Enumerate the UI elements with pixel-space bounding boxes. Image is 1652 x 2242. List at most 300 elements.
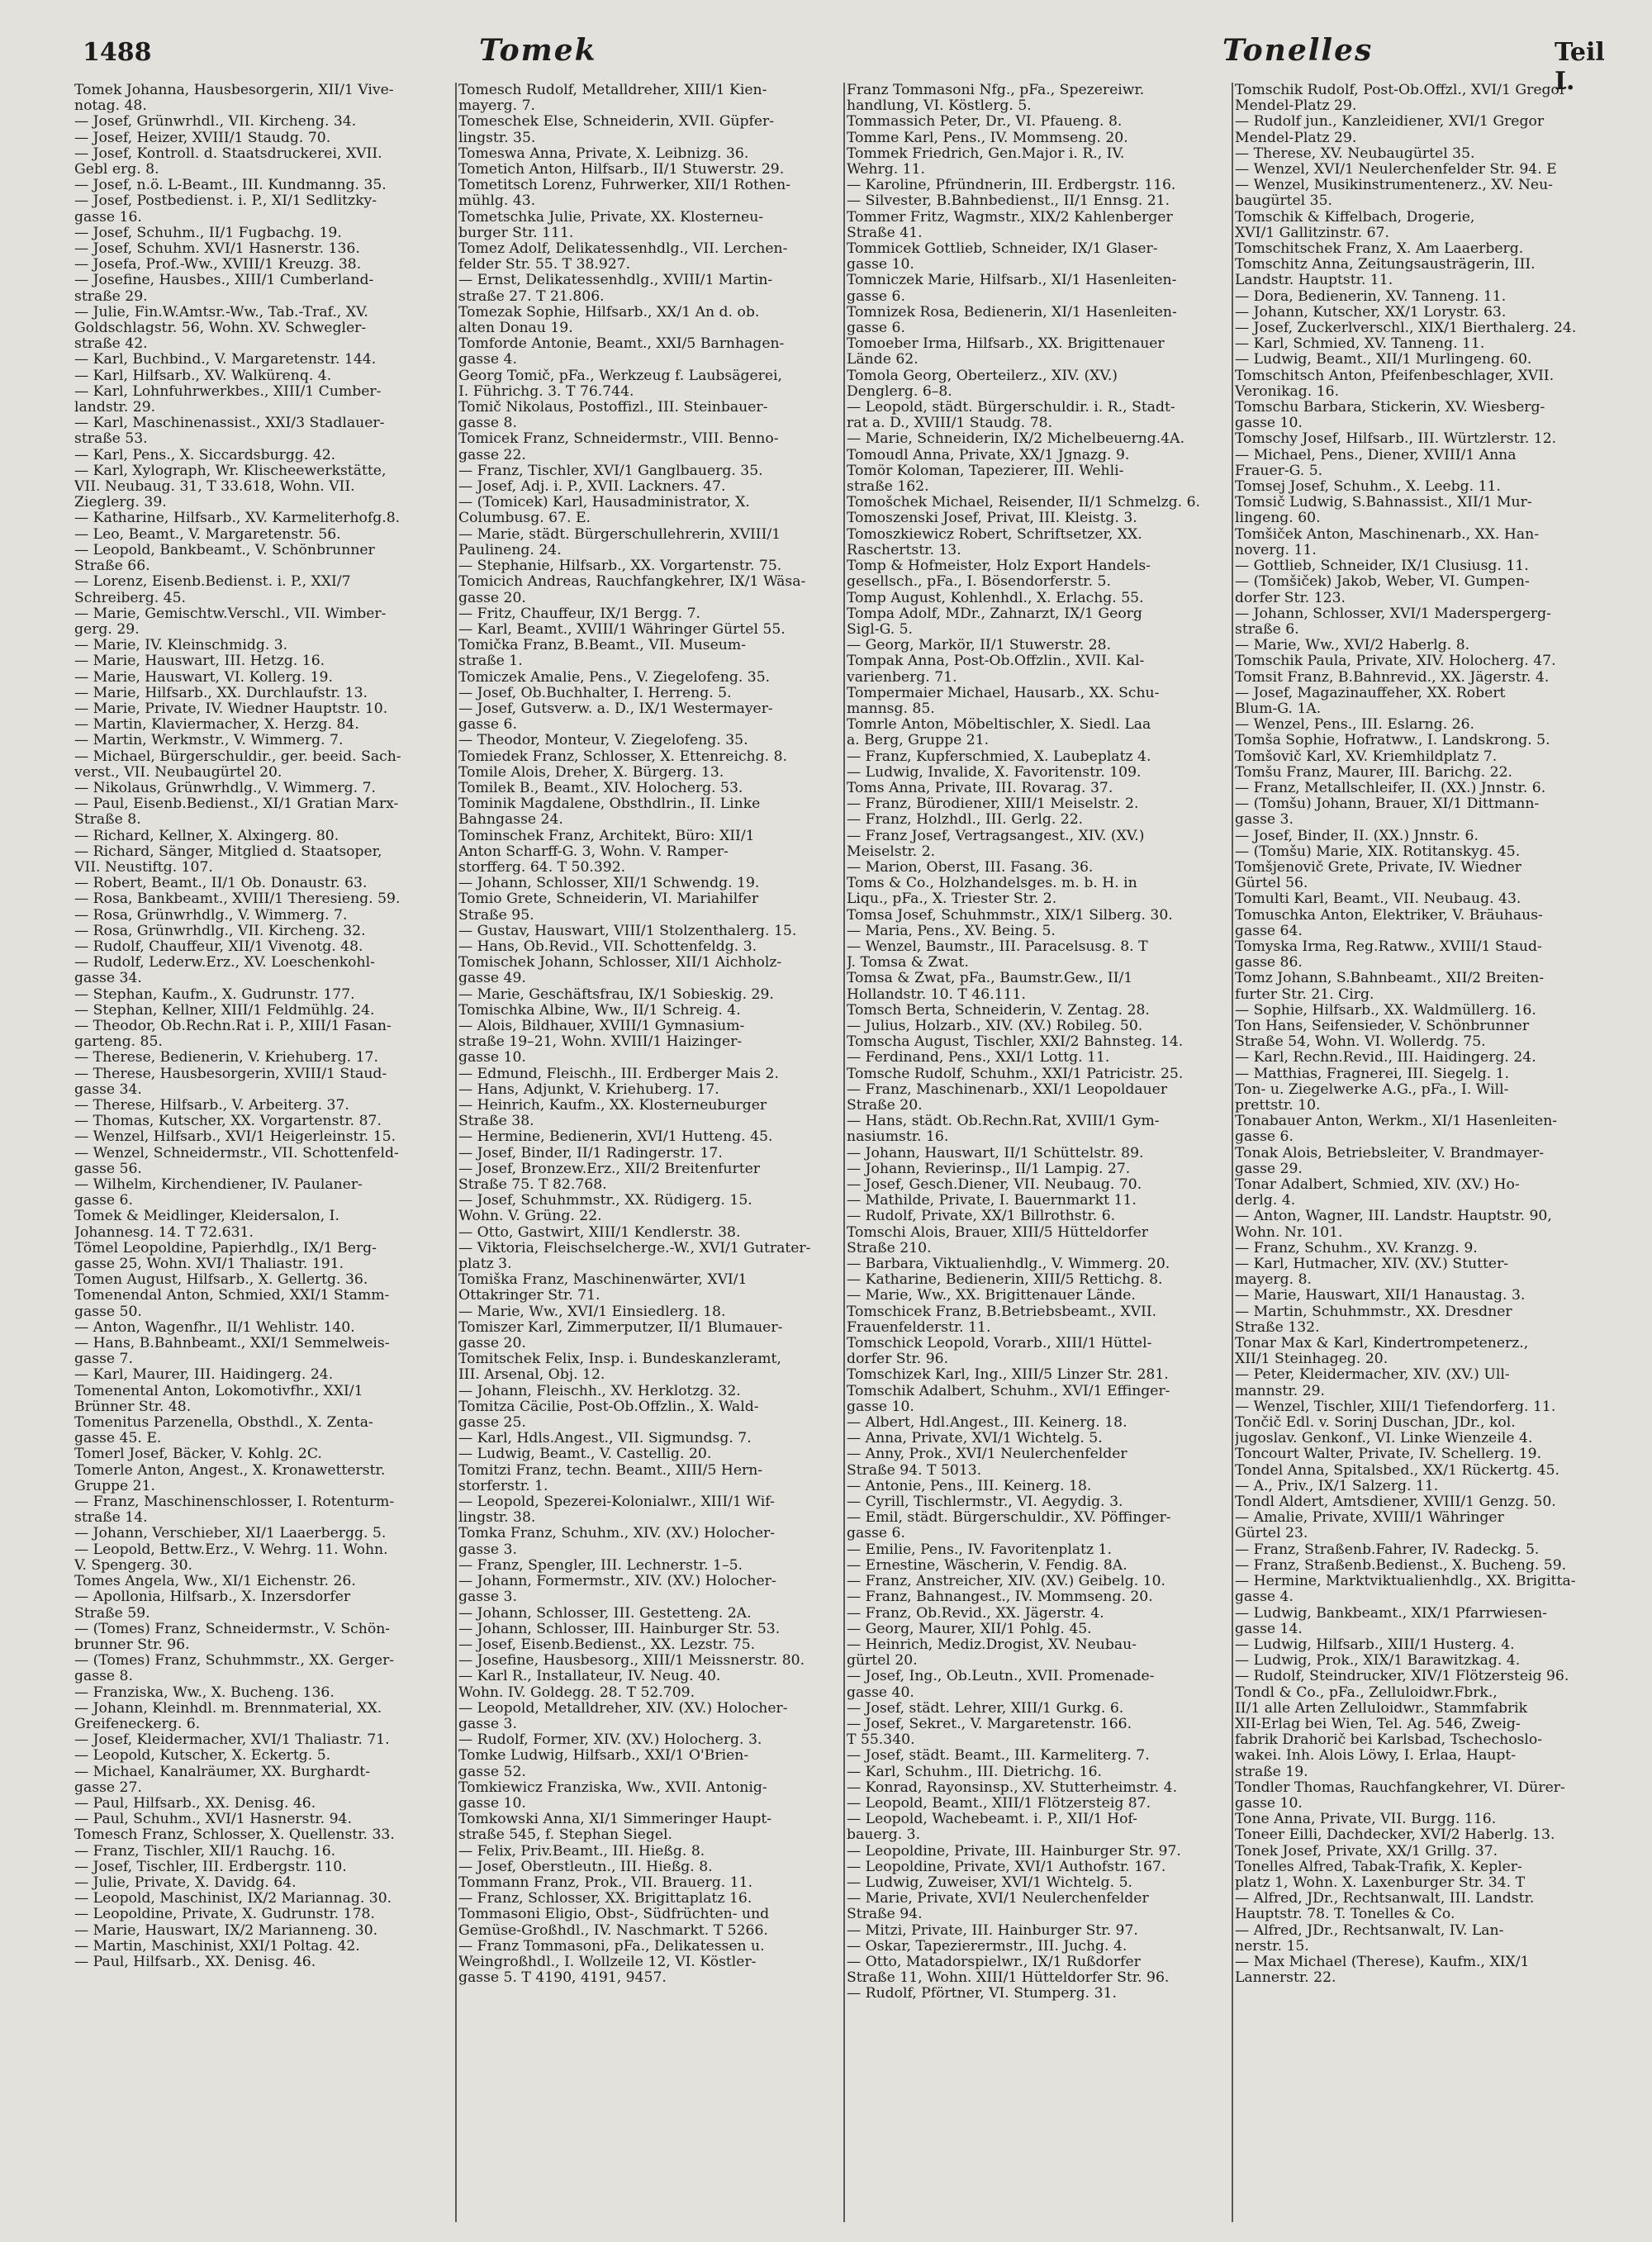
directory-entry-line: Toneer Eilli, Dachdecker, XVI/2 Haberlg. 13. (1235, 1827, 1555, 1844)
directory-entry-line: — Wenzel, Musikinstrumentenerz., XV. Neu- (1235, 178, 1553, 194)
directory-entry-line: — Karl, Xylograph, Wr. Klischeewerkstätte, (74, 463, 387, 479)
directory-entry-line: — Leopold, Beamt., XIII/1 Flötzersteig 87. (847, 1795, 1151, 1812)
directory-entry-line: Tomschitschek Franz, X. Am Laaerberg. (1235, 241, 1524, 258)
directory-entry-line: — Karoline, Pfründnerin, III. Erdbergstr. 116. (847, 178, 1176, 194)
directory-entry-line: Tomile Alois, Dreher, X. Bürgerg. 13. (458, 764, 724, 781)
directory-entry-line: — Amalie, Private, XVIII/1 Währinger (1235, 1510, 1504, 1527)
directory-entry-line: gasse 86. (1235, 955, 1303, 971)
directory-entry-line: — Josef, Gutsverw. a. D., IX/1 Westermayer- (458, 701, 773, 717)
directory-entry-line: Tomilek B., Beamt., XIV. Holocherg. 53. (458, 780, 743, 796)
directory-entry-line: — (Tomes) Franz, Schuhmmstr., XX. Gerger- (74, 1653, 395, 1670)
directory-entry-line: Tonar Adalbert, Schmied, XIV. (XV.) Ho- (1235, 1177, 1520, 1194)
directory-column-3 (847, 83, 1222, 2222)
directory-entry-line: — Rudolf, Chauffeur, XII/1 Vivenotg. 48. (74, 938, 363, 955)
directory-columns (74, 83, 1627, 2222)
directory-entry-line: Anton Scharff-G. 3, Wohn. V. Ramper- (458, 843, 729, 860)
directory-entry-line: — Wilhelm, Kirchendiener, IV. Paulaner- (74, 1177, 363, 1194)
directory-entry-line: — Franz, Ob.Revid., XX. Jägerstr. 4. (847, 1605, 1104, 1622)
directory-entry-line: straße 14. (74, 1510, 148, 1527)
directory-entry-line: Tonelles Alfred, Tabak-Trafik, X. Kepler- (1235, 1859, 1522, 1875)
directory-entry-line: — Ludwig, Zuweiser, XVI/1 Wichtelg. 5. (847, 1874, 1132, 1891)
directory-entry-line: — A., Priv., IX/1 Salzerg. 11. (1235, 1478, 1439, 1494)
directory-entry-line: — Johann, Schlosser, XVI/1 Maderspergerg- (1235, 606, 1551, 622)
directory-entry-line: gasse 22. (458, 447, 526, 463)
directory-entry-line: — Josef, Zuckerlverschl., XIX/1 Bierthalerg. 24. (1235, 321, 1577, 337)
directory-entry-line: platz 3. (458, 1256, 512, 1273)
directory-entry-line: dorfer Str. 123. (1235, 590, 1346, 606)
directory-entry-line: Tomek Johanna, Hausbesorgerin, XII/1 Vive- (74, 83, 394, 98)
directory-entry-line: — Katharine, Bedienerin, XIII/5 Rettichg. 8. (847, 1272, 1163, 1289)
directory-entry-line: — Wenzel, Schneidermstr., VII. Schottenfeld- (74, 1145, 399, 1161)
directory-entry-line: Tommicek Gottlieb, Schneider, IX/1 Glaser- (847, 241, 1158, 258)
directory-entry-line: gasse 3. (458, 1716, 517, 1732)
directory-entry-line: — Hermine, Bedienerin, XVI/1 Hutteng. 45. (458, 1129, 773, 1146)
directory-entry-line: bauerg. 3. (847, 1827, 921, 1844)
directory-entry-line: Tomšjenovič Grete, Private, IV. Wiedner (1235, 859, 1521, 876)
directory-entry-line: Tomek & Meidlinger, Kleidersalon, I. (74, 1209, 339, 1225)
directory-entry-line: gasse 8. (74, 1669, 133, 1685)
part-label: Teil I. (1555, 38, 1605, 96)
directory-entry-line: — Josefine, Hausbes., XIII/1 Cumberland- (74, 273, 374, 289)
directory-entry-line: — Karl, Maschinenassist., XXI/3 Stadlauer- (74, 416, 385, 432)
directory-entry-line: lingstr. 35. (458, 130, 536, 146)
directory-entry-line: — Franziska, Ww., X. Bucheng. 136. (74, 1684, 335, 1701)
directory-entry-line: — Julius, Holzarb., XIV. (XV.) Robileg. 50. (847, 1018, 1143, 1034)
directory-entry-line: Straße 132. (1235, 1319, 1320, 1336)
directory-entry-line: gasse 16. (74, 209, 142, 226)
directory-entry-line: prettstr. 10. (1235, 1098, 1321, 1114)
directory-entry-line: straße 53. (74, 431, 148, 448)
directory-entry-line: Tomicich Andreas, Rauchfangkehrer, IX/1 Wäsa- (458, 574, 806, 591)
directory-entry-line: — Karl, Beamt., XVIII/1 Währinger Gürtel 55. (458, 621, 786, 638)
directory-entry-line: Toms & Co., Holzhandelsges. m. b. H. in (847, 876, 1137, 892)
directory-entry-line: Tomör Koloman, Tapezierer, III. Wehli- (847, 463, 1124, 479)
directory-entry-line: Tomšu Franz, Maurer, III. Barichg. 22. (1235, 764, 1512, 781)
directory-entry-line: — Nikolaus, Grünwrhdlg., V. Wimmerg. 7. (74, 780, 376, 796)
directory-entry-line: — Marie, Private, IV. Wiedner Hauptstr. 10. (74, 701, 388, 717)
directory-entry-line: — Ludwig, Invalide, X. Favoritenstr. 109. (847, 764, 1142, 781)
directory-entry-line: Lände 62. (847, 352, 919, 368)
directory-entry-line: Tommer Fritz, Wagmstr., XIX/2 Kahlenberger (847, 209, 1173, 226)
directory-entry-line: furter Str. 21. Cirg. (1235, 986, 1374, 1003)
directory-entry-line: — Johann, Schlosser, III. Gestetteng. 2A. (458, 1605, 752, 1622)
directory-entry-line: Tomiszer Karl, Zimmerputzer, II/1 Blumauer- (458, 1319, 783, 1336)
directory-entry-line: Tone Anna, Private, VII. Burgg. 116. (1235, 1812, 1497, 1828)
directory-entry-line: gasse 49. (458, 971, 526, 987)
directory-entry-line: nerstr. 15. (1235, 1938, 1309, 1955)
directory-entry-line: — Anny, Prok., XVI/1 Neulerchenfelder (847, 1446, 1127, 1463)
directory-entry-line: Tomschy Josef, Hilfsarb., III. Würtzlerstr. 12. (1235, 431, 1557, 448)
directory-entry-line: — Leopold, Metalldreher, XIV. (XV.) Holocher- (458, 1700, 788, 1717)
directory-entry-line: — Emil, städt. Bürgerschuldir., XV. Pöffinger- (847, 1510, 1171, 1527)
directory-entry-line: Tomoszenski Josef, Privat, III. Kleistg. 3. (847, 511, 1137, 527)
directory-entry-line: — Alfred, JDr., Rechtsanwalt, III. Landstr. (1235, 1891, 1535, 1907)
directory-entry-line: — Leopold, Wachebeamt. i. P., XII/1 Hof- (847, 1812, 1137, 1828)
directory-entry-line: wakei. Inh. Alois Löwy, I. Erlaa, Haupt- (1235, 1748, 1517, 1765)
directory-entry-line: Hollandstr. 10. T 46.111. (847, 986, 1026, 1003)
directory-entry-line: — Josef, Kontroll. d. Staatsdruckerei, XVII. (74, 145, 382, 162)
directory-entry-line: — Martin, Klaviermacher, X. Herzg. 84. (74, 717, 359, 734)
directory-entry-line: — Franz, Metallschleifer, II. (XX.) Jnnstr. 6. (1235, 780, 1546, 796)
directory-entry-line: gasse 5. T 4190, 4191, 9457. (458, 1970, 667, 1987)
directory-entry-line: — Michael, Kanalräumer, XX. Burghardt- (74, 1764, 371, 1780)
directory-entry-line: — Josef, Eisenb.Bedienst., XX. Lezstr. 75. (458, 1636, 756, 1653)
directory-entry-line: straße 29. (74, 288, 148, 305)
directory-entry-line: — Wenzel, Pens., III. Eslarng. 26. (1235, 717, 1475, 734)
directory-entry-line: — Therese, XV. Neubaugürtel 35. (1235, 145, 1475, 162)
directory-entry-line: — Johann, Kutscher, XX/1 Lorystr. 63. (1235, 304, 1507, 321)
directory-entry-line: — Rudolf, Former, XIV. (XV.) Holocherg. 3. (458, 1732, 762, 1749)
directory-column-4 (1235, 83, 1611, 2222)
directory-entry-line: — Paul, Hilfsarb., XX. Denisg. 46. (74, 1795, 316, 1812)
directory-entry-line: — Anton, Wagenfhr., II/1 Wehlistr. 140. (74, 1319, 355, 1336)
page-number: 1488 (83, 38, 152, 67)
directory-entry-line: gasse 10. (458, 1795, 526, 1812)
directory-entry-line: — Wenzel, XVI/1 Neulerchenfelder Str. 94. E (1235, 162, 1557, 178)
directory-entry-line: — Leopold, städt. Bürgerschuldir. i. R., Stadt- (847, 400, 1175, 416)
directory-entry-line: Hauptstr. 78. T. Tonelles & Co. (1235, 1907, 1455, 1923)
directory-entry-line: Tomulti Karl, Beamt., VII. Neubaug. 43. (1235, 891, 1521, 908)
directory-entry-line: Wohn. Nr. 101. (1235, 1224, 1343, 1241)
directory-entry-line: — Michael, Pens., Diener, XVIII/1 Anna (1235, 447, 1517, 463)
directory-entry-line: III. Arsenal, Obj. 12. (458, 1367, 605, 1384)
directory-entry-line: Straße 95. (458, 907, 534, 924)
directory-entry-line: — Konrad, Rayonsinsp., XV. Stutterheimstr. 4. (847, 1779, 1178, 1796)
directory-entry-line: Tomoszkiewicz Robert, Schriftsetzer, XX. (847, 526, 1142, 543)
directory-entry-line: — Stephan, Kaufm., X. Gudrunstr. 177. (74, 986, 355, 1003)
directory-entry-line: Tomschik Adalbert, Schuhm., XVI/1 Effinger- (847, 1383, 1170, 1399)
directory-entry-line: storferstr. 1. (458, 1478, 548, 1494)
directory-entry-line: Straße 8. (74, 812, 141, 829)
directory-entry-line: — Paul, Hilfsarb., XX. Denisg. 46. (74, 1954, 316, 1970)
directory-entry-line: — Anton, Wagner, III. Landstr. Hauptstr. 90, (1235, 1209, 1552, 1225)
directory-entry-line: — Josef, Schuhmmstr., XX. Rüdigerg. 15. (458, 1193, 752, 1209)
directory-entry-line: — Ernst, Delikatessenhdlg., XVIII/1 Martin- (458, 273, 773, 289)
directory-entry-line: handlung, VI. Köstlerg. 5. (847, 98, 1032, 115)
directory-entry-line: Straße 38. (458, 1114, 534, 1130)
directory-entry-line: — Gustav, Hauswart, VIII/1 Stolzenthalerg. 15. (458, 923, 797, 939)
directory-entry-line: — Johann, Kleinhdl. m. Brennmaterial, XX. (74, 1700, 382, 1717)
directory-entry-line: — Rudolf, Pförtner, VI. Stumperg. 31. (847, 1986, 1117, 2002)
directory-entry-line: — Therese, Hausbesorgerin, XVIII/1 Staud- (74, 1066, 387, 1082)
directory-entry-line: fabrik Drahorič bei Karlsbad, Tschechoslo- (1235, 1732, 1543, 1749)
header-right-keyword: Tonelles (1222, 33, 1374, 68)
directory-entry-line: — Josef, Schuhm., II/1 Fugbachg. 19. (74, 225, 342, 241)
directory-entry-line: Tomola Georg, Oberteilerz., XIV. (XV.) (847, 368, 1118, 384)
directory-entry-line: Tomschi Alois, Brauer, XIII/5 Hütteldorfer (847, 1224, 1148, 1241)
directory-entry-line: — Rudolf, Lederw.Erz., XV. Loeschenkohl- (74, 955, 375, 971)
directory-entry-line: gasse 50. (74, 1304, 142, 1320)
directory-entry-line: gasse 25. (458, 1415, 526, 1432)
directory-entry-line: Straße 210. (847, 1240, 932, 1256)
directory-entry-line: — Marie, Hilfsarb., XX. Durchlaufstr. 13. (74, 685, 368, 701)
directory-entry-line: — Josef, Oberstleutn., III. Hießg. 8. (458, 1859, 713, 1875)
directory-entry-line: landstr. 29. (74, 400, 156, 416)
directory-entry-line: gasse 6. (847, 288, 905, 305)
directory-entry-line: — Sophie, Hilfsarb., XX. Waldmüllerg. 16. (1235, 1002, 1536, 1019)
directory-entry-line: Meiselstr. 2. (847, 843, 936, 860)
directory-entry-line: — Martin, Werkmstr., V. Wimmerg. 7. (74, 733, 344, 749)
directory-entry-line: Tomitza Cäcilie, Post-Ob.Offzlin., X. Wald- (458, 1399, 759, 1415)
directory-entry-line: Liqu., pFa., X. Triester Str. 2. (847, 891, 1057, 908)
directory-entry-line: — Therese, Hilfsarb., V. Arbeiterg. 37. (74, 1098, 349, 1114)
directory-entry-line: Tomnizek Rosa, Bedienerin, XI/1 Hasenleiten- (847, 304, 1177, 321)
directory-entry-line: Tomerl Josef, Bäcker, V. Kohlg. 2C. (74, 1446, 322, 1463)
directory-entry-line: Tomkiewicz Franziska, Ww., XVII. Antonig- (458, 1779, 767, 1796)
directory-entry-line: — Hans, Ob.Revid., VII. Schottenfeldg. 3. (458, 938, 757, 955)
directory-entry-line: Tomyska Irma, Reg.Ratww., XVIII/1 Staud- (1235, 938, 1542, 955)
directory-entry-line: — Wenzel, Baumstr., III. Paracelsusg. 8. T (847, 938, 1148, 955)
directory-entry-line: varienberg. 71. (847, 669, 957, 686)
directory-entry-line: — Anna, Private, XVI/1 Wichtelg. 5. (847, 1431, 1103, 1447)
directory-entry-line: — Johann, Formermstr., XIV. (XV.) Holocher- (458, 1574, 776, 1590)
directory-entry-line: — (Tomicek) Karl, Hausadministrator, X. (458, 495, 750, 511)
directory-entry-line: Tomšovič Karl, XV. Kriemhildplatz 7. (1235, 748, 1498, 765)
directory-entry-line: — Antonie, Pens., III. Keinerg. 18. (847, 1478, 1092, 1494)
directory-entry-line: — Franz, Bahnangest., IV. Mommseng. 20. (847, 1589, 1153, 1606)
directory-entry-line: Tomeswa Anna, Private, X. Leibnizg. 36. (458, 145, 749, 162)
directory-entry-line: notag. 48. (74, 98, 147, 115)
directory-entry-line: gasse 25, Wohn. XVI/1 Thaliastr. 191. (74, 1256, 344, 1273)
directory-entry-line: Tondl Aldert, Amtsdiener, XVIII/1 Genzg. 50. (1235, 1494, 1556, 1511)
directory-entry-line: — (Tomšu) Marie, XIX. Rotitanskyg. 45. (1235, 843, 1521, 860)
directory-entry-line: — Katharine, Hilfsarb., XV. Karmeliterhofg.8. (74, 511, 401, 527)
directory-entry-line: Tomp & Hofmeister, Holz Export Handels- (847, 558, 1151, 575)
directory-entry-line: — Julie, Private, X. Davidg. 64. (74, 1874, 297, 1891)
directory-entry-line: — Hans, Adjunkt, V. Kriehuberg. 17. (458, 1081, 719, 1098)
directory-entry-line: Tometich Anton, Hilfsarb., II/1 Stuwerstr. 29. (458, 162, 785, 178)
directory-entry-line: Toms Anna, Private, III. Rovarag. 37. (847, 780, 1113, 796)
directory-entry-line: — Marie, IV. Kleinschmidg. 3. (74, 638, 288, 654)
directory-entry-line: — Franz, Maschinenschlosser, I. Rotenturm- (74, 1494, 395, 1511)
directory-entry-line: Blum-G. 1A. (1235, 701, 1322, 717)
directory-entry-line: straße 27. T 21.806. (458, 288, 605, 305)
directory-entry-line: — Hermine, Marktviktualienhdlg., XX. Brigitta- (1235, 1574, 1576, 1590)
directory-entry-line: Tometitsch Lorenz, Fuhrwerker, XII/1 Rothen- (458, 178, 790, 194)
directory-entry-line: — Oskar, Tapezierermstr., III. Juchg. 4. (847, 1938, 1127, 1955)
directory-entry-line: lingeng. 60. (1235, 511, 1321, 527)
directory-entry-line: gasse 10. (1235, 1795, 1303, 1812)
directory-entry-line: — Martin, Schuhmmstr., XX. Dresdner (1235, 1304, 1512, 1320)
directory-entry-line: — Josef, Heizer, XVIII/1 Staudg. 70. (74, 130, 331, 146)
directory-entry-line: Tomšiček Anton, Maschinenarb., XX. Han- (1235, 526, 1540, 543)
directory-entry-line: mannsg. 85. (847, 701, 935, 717)
directory-entry-line: — Franz, Kupferschmied, X. Laubeplatz 4. (847, 748, 1151, 765)
directory-entry-line: straße 19. (1235, 1764, 1308, 1780)
directory-entry-line: — Rosa, Grünwrhdlg., VII. Kircheng. 32. (74, 923, 366, 939)
directory-entry-line: — Michael, Bürgerschuldir., ger. beeid. Sach- (74, 748, 401, 765)
directory-entry-line: gasse 29. (1235, 1161, 1303, 1177)
directory-entry-line: — Franz Tommasoni, pFa., Delikatessen u. (458, 1938, 765, 1955)
directory-entry-line: — Josef, Magazinauffeher, XX. Robert (1235, 685, 1506, 701)
directory-entry-line: Tomicek Franz, Schneidermstr., VIII. Benno- (458, 431, 779, 448)
directory-entry-line: brunner Str. 96. (74, 1636, 190, 1653)
directory-entry-line: — Max Michael (Therese), Kaufm., XIX/1 (1235, 1954, 1530, 1970)
directory-entry-line: gasse 4. (1235, 1589, 1294, 1606)
directory-entry-line: Denglerg. 6–8. (847, 383, 952, 400)
directory-entry-line: Wohn. V. Grüng. 22. (458, 1209, 602, 1225)
directory-entry-line: — Leopoldine, Private, III. Hainburger Str. 97. (847, 1843, 1181, 1860)
directory-entry-line: — Karl, Buchbind., V. Margaretenstr. 144. (74, 352, 377, 368)
directory-entry-line: Franz Tommasoni Nfg., pFa., Spezereiwr. (847, 83, 1145, 98)
directory-entry-line: Tomschik Rudolf, Post-Ob.Offzl., XVI/1 Gregor (1235, 83, 1567, 98)
directory-entry-line: — Karl, Schmied, XV. Tanneng. 11. (1235, 336, 1485, 353)
directory-entry-line: garteng. 85. (74, 1034, 163, 1051)
directory-entry-line: Tomrle Anton, Möbeltischler, X. Siedl. Laa (847, 717, 1151, 734)
directory-entry-line: gasse 52. (458, 1764, 526, 1780)
directory-entry-line: Tomsit Franz, B.Bahnrevid., XX. Jägerstr. 4. (1235, 669, 1550, 686)
directory-entry-line: — Heinrich, Mediz.Drogist, XV. Neubau- (847, 1636, 1137, 1653)
directory-entry-line: Tomiedek Franz, Schlosser, X. Ettenreichg. 8. (458, 748, 787, 765)
directory-entry-line: Mendel-Platz 29. (1235, 98, 1357, 115)
directory-entry-line: — Josef, Postbedienst. i. P., XI/1 Sedlitzky- (74, 193, 377, 210)
directory-entry-line: a. Berg, Gruppe 21. (847, 733, 990, 749)
directory-entry-line: Tomka Franz, Schuhm., XIV. (XV.) Holocher- (458, 1526, 776, 1542)
directory-entry-line: — Dora, Bedienerin, XV. Tanneng. 11. (1235, 288, 1507, 305)
directory-entry-line: Greifeneckerg. 6. (74, 1716, 201, 1732)
directory-entry-line: — Paul, Schuhm., XVI/1 Hasnerstr. 94. (74, 1812, 352, 1828)
directory-entry-line: Tompermaier Michael, Hausarb., XX. Schu- (847, 685, 1160, 701)
directory-entry-line: noverg. 11. (1235, 542, 1317, 558)
directory-entry-line: Tomischka Albine, Ww., II/1 Schreig. 4. (458, 1002, 741, 1019)
directory-entry-line: — Heinrich, Kaufm., XX. Klosterneuburger (458, 1098, 767, 1114)
directory-entry-line: Tomuschka Anton, Elektriker, V. Bräuhaus- (1235, 907, 1543, 924)
directory-entry-line: — Marie, Hauswart, III. Hetzg. 16. (74, 653, 325, 670)
directory-entry-line: gasse 34. (74, 971, 142, 987)
directory-entry-line: Straße 66. (74, 558, 150, 575)
directory-entry-line: — Marie, Schneiderin, IX/2 Michelbeuerng.4A. (847, 431, 1185, 448)
directory-entry-line: gasse 64. (1235, 923, 1303, 939)
directory-entry-line: gasse 8. (458, 416, 517, 432)
directory-entry-line: Tomerle Anton, Angest., X. Kronawetterstr. (74, 1462, 386, 1479)
directory-entry-line: gasse 20. (458, 590, 526, 606)
directory-entry-line: straße 6. (1235, 621, 1299, 638)
column-divider (843, 83, 845, 2222)
directory-entry-line: — Ludwig, Prok., XIX/1 Barawitzkag. 4. (1235, 1653, 1521, 1670)
directory-entry-line: — Leopold, Maschinist, IX/2 Mariannag. 30. (74, 1891, 392, 1907)
directory-entry-line: verst., VII. Neubaugürtel 20. (74, 764, 282, 781)
directory-entry-line: — Edmund, Fleischh., III. Erdberger Mais 2. (458, 1066, 779, 1082)
directory-entry-line: — Josef, n.ö. L-Beamt., III. Kundmanng. 35. (74, 178, 387, 194)
directory-entry-line: Gebl erg. 8. (74, 162, 159, 178)
directory-entry-line: VII. Neubaug. 31, T 33.618, Wohn. VII. (74, 479, 355, 496)
directory-entry-line: — Martin, Maschinist, XXI/1 Poltag. 42. (74, 1938, 360, 1955)
directory-entry-line: Gemüse-Großhdl., IV. Naschmarkt. T 5266. (458, 1922, 768, 1939)
directory-entry-line: Tomiška Franz, Maschinenwärter, XVI/1 (458, 1272, 748, 1289)
directory-column-2 (458, 83, 834, 2222)
directory-entry-line: — Karl, Hilfsarb., XV. Walkürenq. 4. (74, 368, 332, 384)
directory-entry-line: Tomenitus Parzenella, Obsthdl., X. Zenta- (74, 1415, 373, 1432)
directory-entry-line: Tomes Angela, Ww., XI/1 Eichenstr. 26. (74, 1574, 356, 1590)
directory-entry-line: Veronikag. 16. (1235, 383, 1340, 400)
directory-entry-line: — Fritz, Chauffeur, IX/1 Bergg. 7. (458, 606, 700, 622)
directory-entry-line: gasse 34. (74, 1081, 142, 1098)
directory-entry-line: Lannerstr. 22. (1235, 1970, 1336, 1987)
directory-entry-line: Tomitschek Felix, Insp. i. Bundeskanzleramt, (458, 1351, 781, 1368)
directory-entry-line: — Franz, Spengler, III. Lechnerstr. 1–5. (458, 1557, 743, 1574)
directory-entry-line: — Josefa, Prof.-Ww., XVIII/1 Kreuzg. 38. (74, 257, 362, 273)
directory-entry-line: — Otto, Matadorspielwr., IX/1 Rußdorfer (847, 1954, 1141, 1970)
directory-entry-line: — Leopold, Bankbeamt., V. Schönbrunner (74, 542, 375, 558)
directory-entry-line: straße 42. (74, 336, 148, 353)
directory-entry-line: Straße 94. (847, 1907, 923, 1923)
directory-entry-line: gasse 27. (74, 1779, 142, 1796)
column-divider (455, 83, 457, 2222)
directory-entry-line: gasse 56. (74, 1161, 142, 1177)
directory-entry-line: Tomenental Anton, Lokomotivfhr., XXI/1 (74, 1383, 363, 1399)
directory-entry-line: Tomoudl Anna, Private, XX/1 Jgnazg. 9. (847, 447, 1130, 463)
directory-entry-line: Tomošchek Michael, Reisender, II/1 Schmelzg. 6. (847, 495, 1201, 511)
directory-entry-line: — Marie, Geschäftsfrau, IX/1 Sobieskig. 29. (458, 986, 774, 1003)
directory-entry-line: XII-Erlag bei Wien, Tel. Ag. 546, Zweig- (1235, 1716, 1521, 1732)
directory-entry-line: Tonar Max & Karl, Kindertrompetenerz., (1235, 1336, 1529, 1352)
directory-entry-line: Tomenendal Anton, Schmied, XXI/1 Stamm- (74, 1288, 390, 1304)
directory-entry-line: — Johann, Schlosser, III. Hainburger Str. 53. (458, 1621, 781, 1637)
directory-entry-line: XII/1 Steinhageg. 20. (1235, 1351, 1389, 1368)
directory-entry-line: gasse 10. (847, 1399, 914, 1415)
directory-entry-line: Sigl-G. 5. (847, 621, 914, 638)
directory-entry-line: — Theodor, Monteur, V. Ziegelofeng. 35. (458, 733, 748, 749)
directory-entry-line: — Marie, Ww., XVI/1 Einsiedlerg. 18. (458, 1304, 726, 1320)
directory-entry-line: straße 545, f. Stephan Siegel. (458, 1827, 672, 1844)
directory-entry-line: Tomschick Leopold, Vorarb., XIII/1 Hüttel- (847, 1336, 1152, 1352)
directory-column-1 (74, 83, 450, 2222)
directory-entry-line: — Leo, Beamt., V. Margaretenstr. 56. (74, 526, 341, 543)
directory-entry-line: Gruppe 21. (74, 1478, 155, 1494)
directory-entry-line: Straße 11, Wohn. XIII/1 Hütteldorfer Str. 96. (847, 1970, 1170, 1987)
directory-entry-line: Ton Hans, Seifensieder, V. Schönbrunner (1235, 1018, 1530, 1034)
directory-entry-line: — Franz, Schlosser, XX. Brigittaplatz 16. (458, 1891, 752, 1907)
directory-entry-line: Tomschitsch Anton, Pfeifenbeschlager, XVII. (1235, 368, 1555, 384)
directory-entry-line: — Apollonia, Hilfsarb., X. Inzersdorfer (74, 1589, 351, 1606)
directory-entry-line: gasse 6. (1235, 1129, 1294, 1146)
directory-entry-line: — Josef, Schuhm. XVI/1 Hasnerstr. 136. (74, 241, 360, 258)
directory-entry-line: — Leopoldine, Private, XVI/1 Authofstr. 167. (847, 1859, 1166, 1875)
directory-entry-line: — Ludwig, Hilfsarb., XIII/1 Husterg. 4. (1235, 1636, 1515, 1653)
directory-entry-line: gasse 40. (847, 1684, 914, 1701)
directory-entry-line: — Marie, städt. Bürgerschullehrerin, XVIII/1 (458, 526, 781, 543)
directory-entry-line: gasse 4. (458, 352, 517, 368)
directory-entry-line: mayerg. 8. (1235, 1272, 1312, 1289)
directory-entry-line: — Thomas, Kutscher, XX. Vorgartenstr. 87. (74, 1114, 382, 1130)
directory-entry-line: mannstr. 29. (1235, 1383, 1325, 1399)
directory-entry-line: Frauer-G. 5. (1235, 463, 1323, 479)
directory-entry-line: Tomiczek Amalie, Pens., V. Ziegelofeng. 35. (458, 669, 771, 686)
directory-entry-line: — Lorenz, Eisenb.Bedienst. i. P., XXI/7 (74, 574, 351, 591)
directory-entry-line: I. Führichg. 3. T 76.744. (458, 383, 634, 400)
directory-entry-line: — Alfred, JDr., Rechtsanwalt, IV. Lan- (1235, 1922, 1504, 1939)
directory-entry-line: Wehrg. 11. (847, 162, 925, 178)
directory-entry-line: Frauenfelderstr. 11. (847, 1319, 991, 1336)
directory-entry-line: Gürtel 56. (1235, 876, 1308, 892)
directory-entry-line: — Johann, Schlosser, XII/1 Schwendg. 19. (458, 876, 760, 892)
directory-entry-line: Tomschu Barbara, Stickerin, XV. Wiesberg- (1235, 400, 1545, 416)
directory-entry-line: — Johann, Fleischh., XV. Herklotzg. 32. (458, 1383, 741, 1399)
directory-entry-line: burger Str. 111. (458, 225, 574, 241)
directory-entry-line: — Ludwig, Beamt., V. Castellig. 20. (458, 1446, 712, 1463)
directory-entry-line: derlg. 4. (1235, 1193, 1296, 1209)
directory-entry-line: Landstr. Hauptstr. 11. (1235, 273, 1393, 289)
directory-entry-line: — Franz, Maschinenarb., XXI/1 Leopoldauer (847, 1081, 1168, 1098)
directory-entry-line: — Marie, Ww., XVI/2 Haberlg. 8. (1235, 638, 1470, 654)
directory-entry-line: — Karl, Pens., X. Siccardsburgg. 42. (74, 447, 336, 463)
directory-entry-line: Brünner Str. 48. (74, 1399, 192, 1415)
directory-entry-line: Bahngasse 24. (458, 812, 563, 829)
directory-entry-line: gasse 7. (74, 1351, 133, 1368)
directory-entry-line: — Marie, Private, XVI/1 Neulerchenfelder (847, 1891, 1149, 1907)
directory-entry-line: Tommassich Peter, Dr., VI. Pfaueng. 8. (847, 114, 1123, 131)
directory-entry-line: — Mathilde, Private, I. Bauernmarkt 11. (847, 1193, 1137, 1209)
